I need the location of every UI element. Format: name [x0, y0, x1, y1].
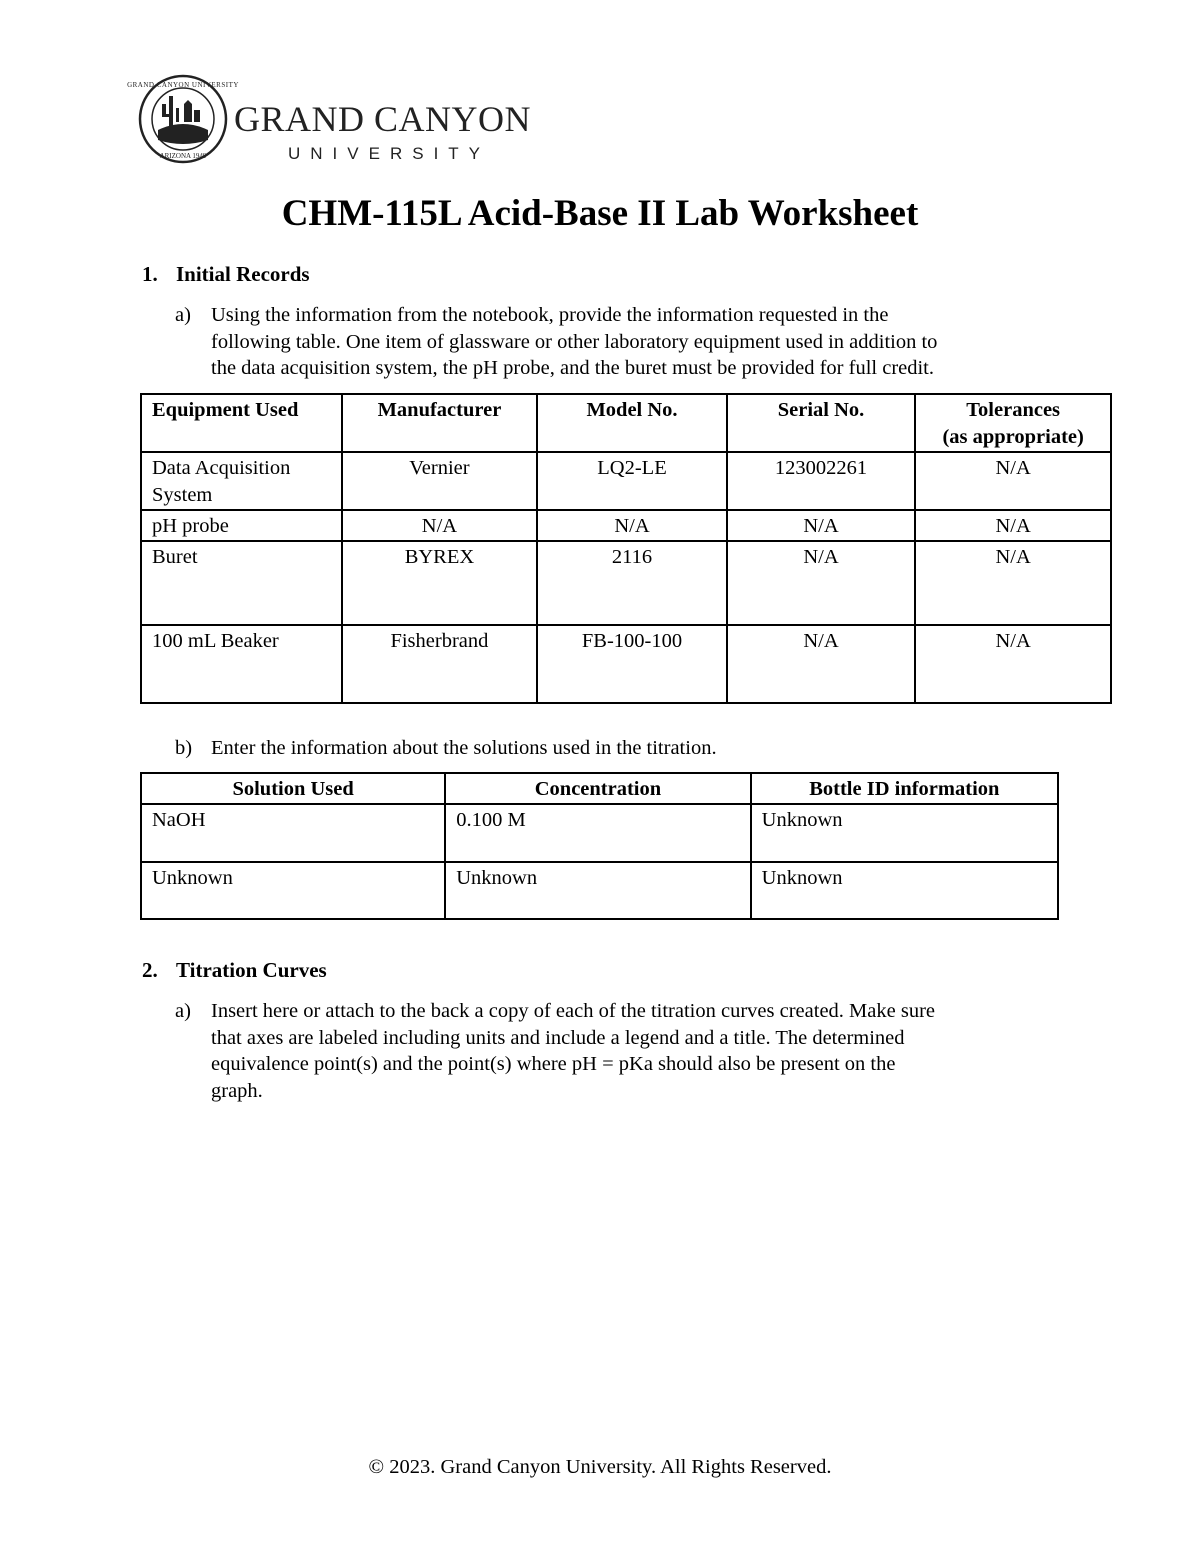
university-seal-icon [127, 74, 239, 164]
table-cell: N/A [915, 452, 1111, 510]
header-tolerances-sub: (as appropriate) [942, 426, 1084, 448]
table-cell: N/A [537, 510, 726, 541]
header-tolerances [915, 394, 1111, 452]
page-title: CHM-115L Acid-Base II Lab Worksheet [281, 193, 919, 234]
table-cell: LQ2-LE [537, 452, 726, 510]
university-logo [127, 74, 538, 166]
seal-top-text: GRAND CANYON UNIVERSITY [127, 81, 239, 89]
header-concentration: Concentration [445, 773, 750, 804]
part-a-line-3: the data acquisition system, the pH probe, and the buret must be provided for full credit. [211, 357, 935, 379]
table-cell: Unknown [751, 862, 1058, 919]
table-row [141, 510, 1111, 541]
section-1-number: 1. [142, 262, 158, 286]
table-cell: pH probe [141, 510, 342, 541]
table-cell: FB-100-100 [537, 625, 726, 703]
part-a-line-4: graph. [211, 1079, 263, 1102]
table-cell: BYREX [342, 541, 538, 625]
table-cell: N/A [915, 625, 1111, 703]
part-a-line-1: Insert here or attach to the back a copy of each of the titration curves created. Make sure [211, 1000, 935, 1022]
section-2-title: Titration Curves [176, 958, 327, 982]
table-row [141, 804, 1058, 862]
table-row [141, 862, 1058, 919]
part-a-line-2: following table. One item of glassware or other laboratory equipment used in addition to [211, 330, 938, 353]
header-tolerances-label: Tolerances [966, 399, 1061, 421]
table-cell: N/A [727, 510, 916, 541]
table-cell: N/A [915, 541, 1111, 625]
table-cell: N/A [727, 625, 916, 703]
part-a-label: a) [175, 304, 191, 326]
table-cell: 2116 [537, 541, 726, 625]
table-cell: Fisherbrand [342, 625, 538, 703]
table-cell: NaOH [141, 804, 445, 862]
part-b-label: b) [175, 737, 193, 759]
section-2-number: 2. [142, 958, 158, 982]
table-cell: 123002261 [727, 452, 916, 510]
table-cell: Buret [141, 541, 342, 625]
part-b-text: Enter the information about the solutions used in the titration. [211, 737, 717, 759]
part-a-line-2: that axes are labeled including units and include a legend and a title. The determined [211, 1026, 905, 1049]
table-cell: N/A [342, 510, 538, 541]
header-bottle-id: Bottle ID information [751, 773, 1058, 804]
table-row [141, 625, 1111, 703]
section-2-heading [142, 958, 327, 983]
header-serial-no: Serial No. [727, 394, 916, 452]
table-cell: Unknown [141, 862, 445, 919]
section-1-heading [142, 262, 310, 287]
equipment-table [140, 393, 1112, 704]
seal-bottom-text: ARIZONA 1949 [159, 152, 207, 160]
part-a-line-3: equivalence point(s) and the point(s) where pH = pKa should also be present on the [211, 1053, 896, 1075]
header-equipment-used: Equipment Used [141, 394, 342, 452]
part-a-line-1: Using the information from the notebook, provide the information requested in the [211, 304, 889, 326]
table-row [141, 541, 1111, 625]
copyright-footer: © 2023. Grand Canyon University. All Rights Reserved. [368, 1456, 832, 1478]
logo-wordmark-secondary: UNIVERSITY [288, 144, 491, 163]
table-cell: N/A [915, 510, 1111, 541]
table-row [141, 452, 1111, 510]
solutions-table [140, 772, 1059, 920]
part-a-label: a) [175, 1000, 191, 1022]
equipment-header-row [141, 394, 1111, 452]
table-cell: Unknown [751, 804, 1058, 862]
header-solution-used: Solution Used [141, 773, 445, 804]
table-cell: 0.100 M [445, 804, 750, 862]
table-cell: Unknown [445, 862, 750, 919]
logo-wordmark-primary: GRAND CANYON [234, 99, 532, 139]
table-cell: Vernier [342, 452, 538, 510]
table-cell: 100 mL Beaker [141, 625, 342, 703]
table-cell: N/A [727, 541, 916, 625]
section-1-title: Initial Records [176, 262, 310, 286]
table-cell: Data Acquisition System [141, 452, 342, 510]
solutions-header-row [141, 773, 1058, 804]
header-manufacturer: Manufacturer [342, 394, 538, 452]
header-model-no: Model No. [537, 394, 726, 452]
